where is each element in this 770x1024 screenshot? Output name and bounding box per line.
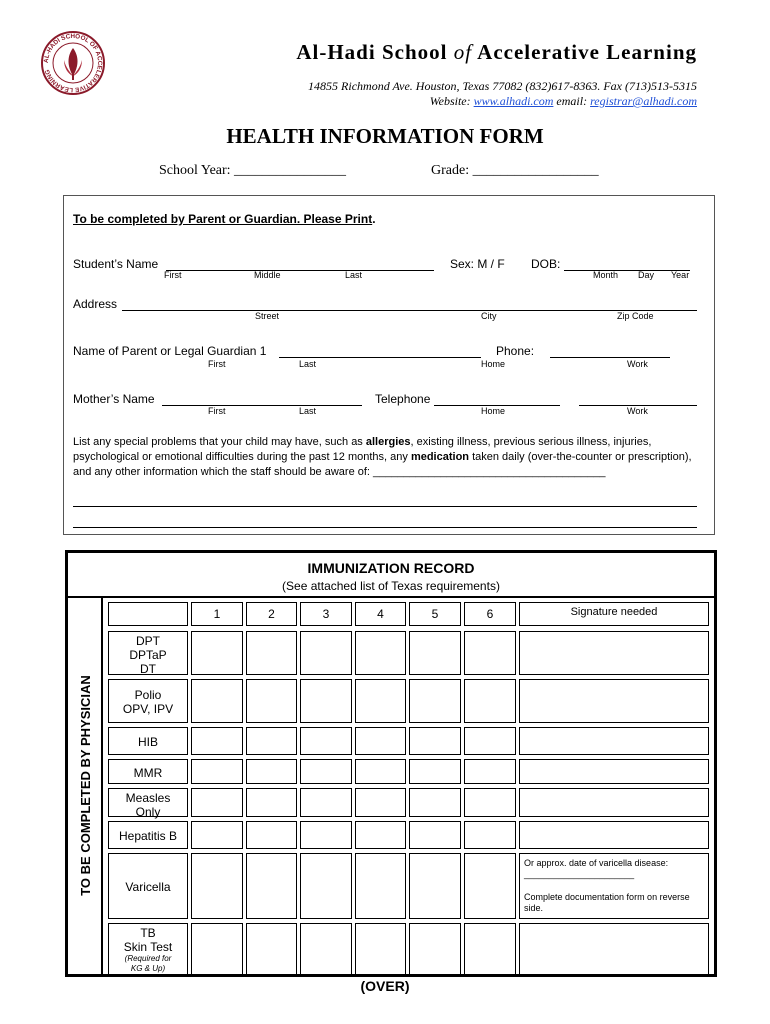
dose-cell-mmr-6[interactable] xyxy=(464,759,516,784)
website-link[interactable]: www.alhadi.com xyxy=(473,94,554,108)
dose-cell-hib-3[interactable] xyxy=(300,727,352,755)
dose-cell-varicella-4[interactable] xyxy=(355,853,406,919)
dose-cell-hepatitis-b-3[interactable] xyxy=(300,821,352,849)
vaccine-label-polio xyxy=(108,679,188,723)
dose-number: 5 xyxy=(431,607,439,621)
dose-cell-dpt-5[interactable] xyxy=(409,631,461,675)
special-problems-line-2[interactable] xyxy=(73,527,697,528)
physician-side-panel xyxy=(68,598,103,974)
sub-tel-work: Work xyxy=(627,406,648,416)
dose-cell-tb-5[interactable] xyxy=(409,923,461,975)
parent-info-section xyxy=(63,195,715,535)
dose-cell-measles-3[interactable] xyxy=(300,788,352,817)
signature-header: Signature needed xyxy=(570,606,658,618)
signature-cell-measles[interactable] xyxy=(519,788,709,817)
sub-day: Day xyxy=(638,270,655,280)
mother-name-field[interactable] xyxy=(162,405,362,406)
sub-year: Year xyxy=(671,270,690,280)
phone-label: Phone: xyxy=(496,344,535,358)
sub-tel-home: Home xyxy=(481,406,506,416)
mother-name-label: Mother’s Name xyxy=(73,392,155,406)
sub-first: First xyxy=(164,270,182,280)
dose-cell-mmr-5[interactable] xyxy=(409,759,461,784)
dose-cell-tb-3[interactable] xyxy=(300,923,352,975)
sub-month: Month xyxy=(593,270,619,280)
dose-cell-mmr-4[interactable] xyxy=(355,759,406,784)
signature-header-cell xyxy=(519,602,709,626)
dose-header-4 xyxy=(355,602,406,626)
sub-street: Street xyxy=(255,311,280,321)
dose-cell-dpt-1[interactable] xyxy=(191,631,243,675)
header-blank-cell xyxy=(108,602,188,626)
dose-cell-polio-3[interactable] xyxy=(300,679,352,723)
phone-field[interactable] xyxy=(550,357,670,358)
dose-number: 6 xyxy=(486,607,494,621)
dose-header-3 xyxy=(300,602,352,626)
email-link[interactable]: registrar@alhadi.com xyxy=(590,94,697,108)
dose-header-2 xyxy=(246,602,297,626)
address-label: Address xyxy=(73,297,118,311)
student-name-field[interactable] xyxy=(166,270,434,271)
sub-phone-work: Work xyxy=(627,359,648,369)
sub-last: Last xyxy=(345,270,363,280)
dose-cell-measles-4[interactable] xyxy=(355,788,406,817)
vaccine-label-measles xyxy=(108,788,188,817)
vaccine-label-varicella xyxy=(108,853,188,919)
dose-cell-dpt-2[interactable] xyxy=(246,631,297,675)
parent-instruction: To be completed by Parent or Guardian. Please Print. xyxy=(73,212,376,226)
signature-cell-mmr[interactable] xyxy=(519,759,709,784)
dose-cell-dpt-4[interactable] xyxy=(355,631,406,675)
immunization-subtitle: (See attached list of Texas requirements) xyxy=(282,579,500,593)
dose-cell-hib-5[interactable] xyxy=(409,727,461,755)
dose-cell-mmr-3[interactable] xyxy=(300,759,352,784)
logo-lettering: AL-HADI SCHOOL OF ACCELERATIVE LEARNING xyxy=(42,32,104,94)
vaccine-name: MMR xyxy=(133,765,163,780)
varicella-note xyxy=(524,858,706,914)
student-name-label: Student’s Name xyxy=(73,257,159,271)
physician-side-label: TO BE COMPLETED BY PHYSICIAN xyxy=(78,675,93,896)
dose-cell-hepatitis-b-5[interactable] xyxy=(409,821,461,849)
dose-number: 4 xyxy=(377,607,384,621)
dose-header-6 xyxy=(464,602,516,626)
vaccine-name: DPT DPTaP DT xyxy=(129,634,167,676)
dose-cell-measles-5[interactable] xyxy=(409,788,461,817)
dose-cell-hepatitis-b-4[interactable] xyxy=(355,821,406,849)
dose-cell-hib-6[interactable] xyxy=(464,727,516,755)
signature-cell-varicella[interactable] xyxy=(519,853,709,919)
dose-cell-varicella-5[interactable] xyxy=(409,853,461,919)
dose-cell-hepatitis-b-6[interactable] xyxy=(464,821,516,849)
vaccine-label-tb xyxy=(108,923,188,975)
signature-cell-hepatitis-b[interactable] xyxy=(519,821,709,849)
dose-cell-polio-5[interactable] xyxy=(409,679,461,723)
guardian-name-field[interactable] xyxy=(279,357,481,358)
dose-number: 2 xyxy=(268,607,275,621)
school-contact: Website: www.alhadi.com email: registrar@alhadi.com xyxy=(429,94,697,108)
vaccine-name: Measles Only xyxy=(125,791,171,819)
immunization-title: IMMUNIZATION RECORD xyxy=(307,560,475,576)
vaccine-name: HIB xyxy=(137,735,158,749)
grade-field[interactable]: Grade: __________________ xyxy=(431,163,599,178)
dose-cell-hepatitis-b-2[interactable] xyxy=(246,821,297,849)
signature-cell-dpt[interactable] xyxy=(519,631,709,675)
dose-cell-hepatitis-b-1[interactable] xyxy=(191,821,243,849)
varicella-date-line[interactable]: ______________________ xyxy=(524,869,635,879)
varicella-note-1: Or approx. date of varicella disease: xyxy=(524,858,669,868)
sub-middle: Middle xyxy=(254,270,281,280)
dose-cell-dpt-6[interactable] xyxy=(464,631,516,675)
dose-cell-polio-4[interactable] xyxy=(355,679,406,723)
dose-cell-varicella-2[interactable] xyxy=(246,853,297,919)
dose-cell-mmr-2[interactable] xyxy=(246,759,297,784)
signature-cell-hib[interactable] xyxy=(519,727,709,755)
dose-cell-measles-6[interactable] xyxy=(464,788,516,817)
vaccine-label-dpt xyxy=(108,631,188,675)
signature-cell-tb[interactable] xyxy=(519,923,709,975)
dose-cell-varicella-6[interactable] xyxy=(464,853,516,919)
dose-cell-dpt-3[interactable] xyxy=(300,631,352,675)
dose-cell-varicella-1[interactable] xyxy=(191,853,243,919)
dose-cell-hib-2[interactable] xyxy=(246,727,297,755)
telephone-label: Telephone xyxy=(375,392,431,406)
vaccine-label-mmr xyxy=(108,759,188,784)
dose-cell-polio-2[interactable] xyxy=(246,679,297,723)
dose-cell-hib-4[interactable] xyxy=(355,727,406,755)
dose-cell-tb-2[interactable] xyxy=(246,923,297,975)
vaccine-name: Varicella xyxy=(125,880,171,894)
school-address: 14855 Richmond Ave. Houston, Texas 77082 (832)617-8363. Fax (713)513-5315 xyxy=(308,79,697,93)
vaccine-note: (Required for KG & Up) xyxy=(124,954,172,973)
dose-cell-mmr-1[interactable] xyxy=(191,759,243,784)
immunization-record xyxy=(65,550,717,977)
dose-cell-tb-4[interactable] xyxy=(355,923,406,975)
dose-cell-tb-1[interactable] xyxy=(191,923,243,975)
dose-cell-hib-1[interactable] xyxy=(191,727,243,755)
vaccine-name: Hepatitis B xyxy=(118,829,178,843)
dose-number: 1 xyxy=(213,607,221,621)
sub-guardian-last: Last xyxy=(299,359,317,369)
dose-header-5 xyxy=(409,602,461,626)
guardian-label: Name of Parent or Legal Guardian 1 xyxy=(73,344,267,358)
dose-cell-varicella-3[interactable] xyxy=(300,853,352,919)
dose-cell-tb-6[interactable] xyxy=(464,923,516,975)
sex-label[interactable]: Sex: M / F xyxy=(450,257,505,271)
vaccine-name: Polio OPV, IPV xyxy=(122,688,174,716)
dob-label: DOB: xyxy=(531,257,561,271)
dose-cell-measles-2[interactable] xyxy=(246,788,297,817)
sub-zip: Zip Code xyxy=(617,311,654,321)
dose-cell-measles-1[interactable] xyxy=(191,788,243,817)
sub-phone-home: Home xyxy=(481,359,506,369)
special-problems-line-1[interactable] xyxy=(73,506,697,507)
dose-header-1 xyxy=(191,602,243,626)
immunization-header xyxy=(68,553,714,598)
school-logo xyxy=(40,30,106,96)
signature-cell-polio[interactable] xyxy=(519,679,709,723)
school-name: Al-Hadi School of Accelerative Learning xyxy=(296,40,697,64)
dose-cell-polio-6[interactable] xyxy=(464,679,516,723)
over-label: (OVER) xyxy=(360,978,410,994)
vaccine-label-hib xyxy=(108,727,188,755)
dose-number: 3 xyxy=(322,607,330,621)
varicella-note-2: Complete documentation form on reverse side. xyxy=(524,892,690,913)
sub-mother-first: First xyxy=(208,406,226,416)
address-field[interactable] xyxy=(122,310,697,311)
vaccine-label-hepatitis-b xyxy=(108,821,188,849)
dose-cell-polio-1[interactable] xyxy=(191,679,243,723)
sub-mother-last: Last xyxy=(299,406,317,416)
sub-city: City xyxy=(481,311,497,321)
special-problems-instructions: List any special problems that your child may have, such as allergies, existing illness, previous serious illness, injuries, psychological or emotional difficulties during the past 12 months, any medication taken daily (over-the-counter or prescription), and any other information which the staff should be aware of: ______________________________________ xyxy=(73,436,692,478)
sub-guardian-first: First xyxy=(208,359,226,369)
form-title: HEALTH INFORMATION FORM xyxy=(226,124,544,148)
vaccine-name: TB Skin Test xyxy=(123,926,173,954)
school-year-field[interactable]: School Year: ________________ xyxy=(159,163,347,178)
